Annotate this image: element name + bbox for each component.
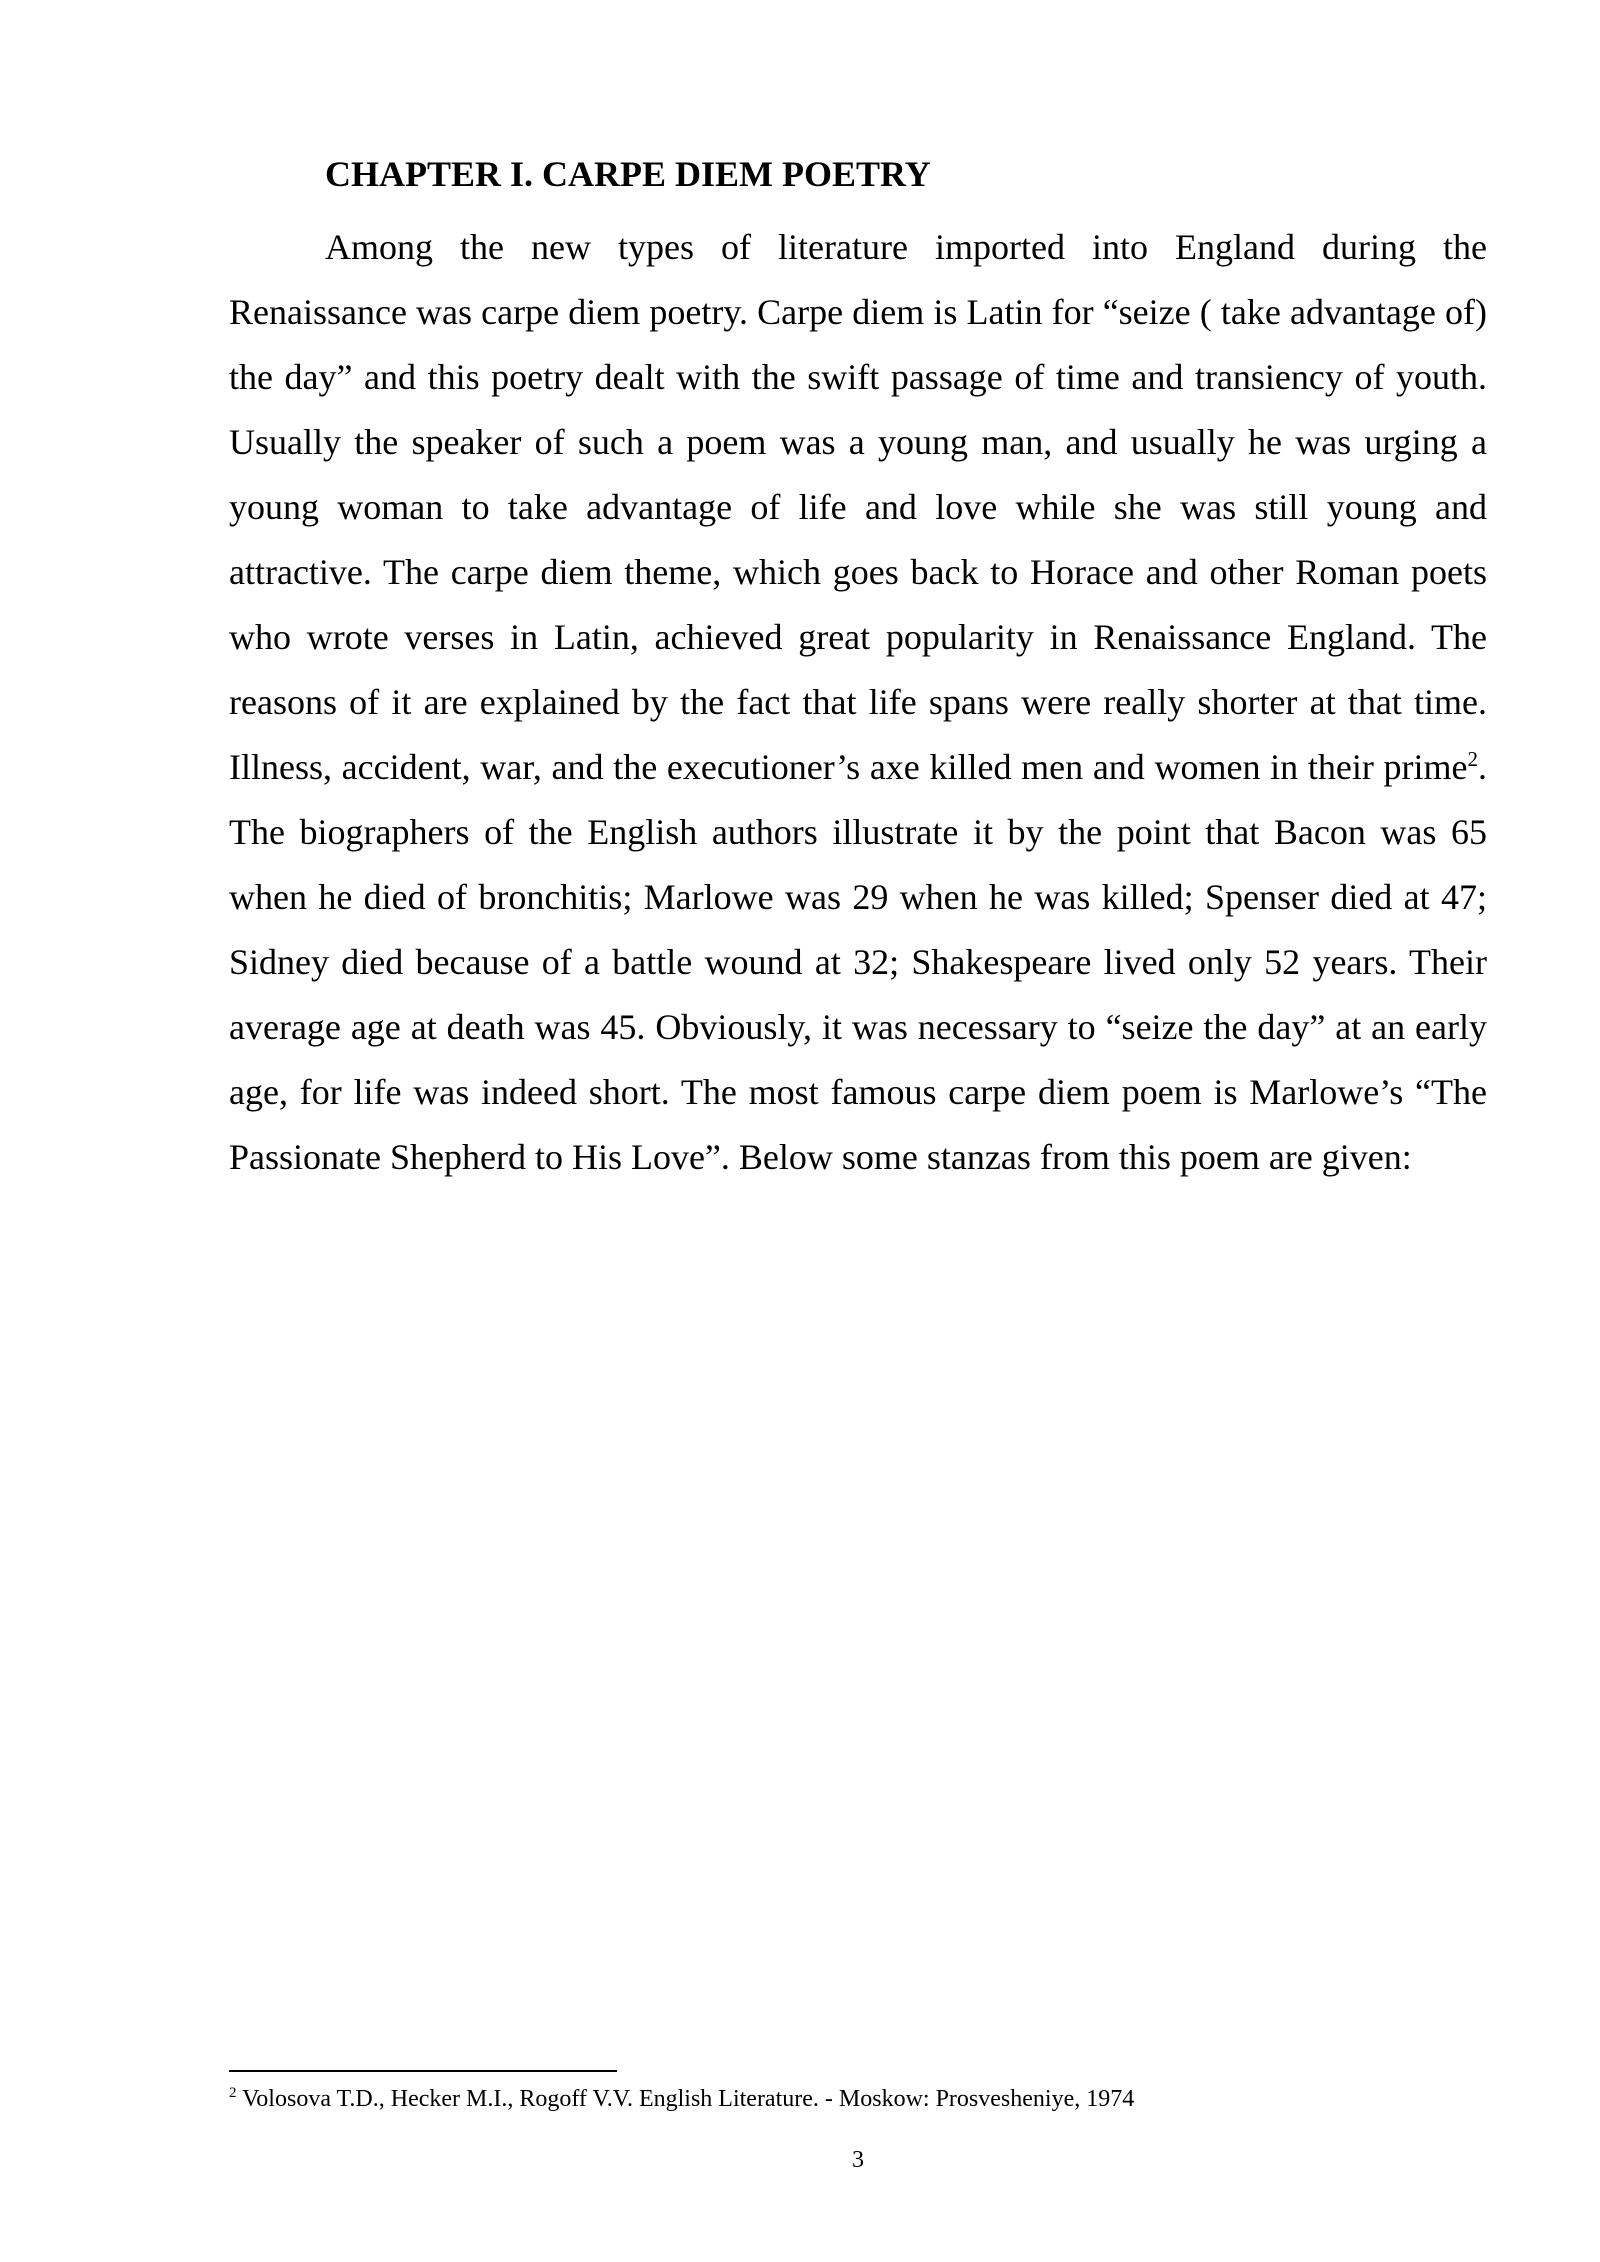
footnote-separator bbox=[229, 2070, 617, 2072]
page-number: 3 bbox=[852, 2147, 864, 2173]
footnote-reference[interactable]: 2 bbox=[1467, 747, 1478, 771]
paragraph-text-part-1: Among the new types of literature imported into England during the Renaissance was carpe diem poetry. Carpe diem is Latin for “seize ( take advantage of) the day” and this poetry dealt with the swift passage of time and transiency of youth. Usually the speaker of such a poem was a young man, and usually he was urging a young woman to take advantage of life and love while she was still young and attractive. The carpe diem theme, which goes back to Horace and other Roman poets who wrote verses in Latin, achieved great popularity in Renaissance England. The reasons of it are explained by the fact that life spans were really shorter at that time. Illness, accident, war, and the executioner’s axe killed men and women in their prime bbox=[229, 227, 1487, 787]
body-paragraph bbox=[229, 215, 1487, 1190]
footnote-text: Volosova T.D., Hecker M.I., Rogoff V.V. English Literature. - Moskow: Prosvesheniye, 1974 bbox=[236, 2086, 1135, 2112]
footnote-marker: 2 bbox=[229, 2085, 237, 2101]
paragraph-text-part-2: . The biographers of the English authors illustrate it by the point that Bacon was 65 when he died of bronchitis; Marlowe was 29 when he was killed; Spenser died at 47; Sidney died because of a battle wound at 32; Shakespeare lived only 52 years. Their average age at death was 45. Obviously, it was necessary to “seize the day” at an early age, for life was indeed short. The most famous carpe diem poem is Marlowe’s “The Passionate Shepherd to His Love”. Below some stanzas from this poem are given: bbox=[229, 747, 1487, 1177]
chapter-heading: CHAPTER I. CARPE DIEM POETRY bbox=[325, 154, 931, 194]
footnote bbox=[229, 2084, 1134, 2114]
